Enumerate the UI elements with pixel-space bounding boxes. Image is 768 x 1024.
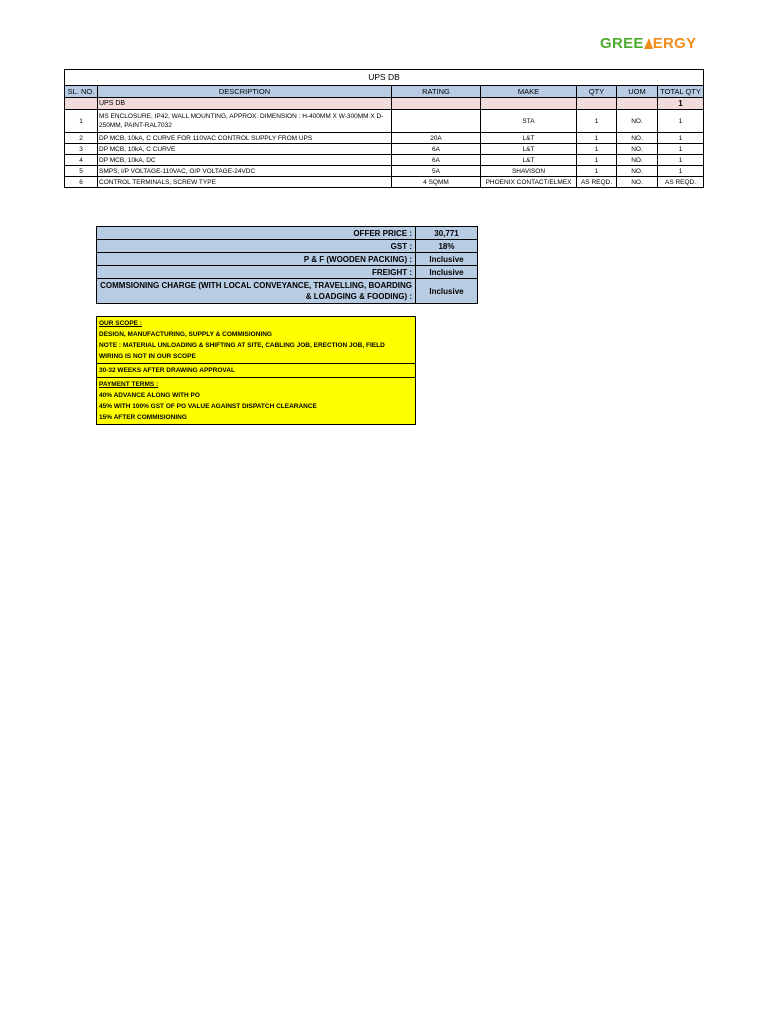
row-rating xyxy=(392,110,481,133)
row-sl: 4 xyxy=(65,155,98,166)
logo-text-part2: ERGY xyxy=(652,35,697,52)
commissioning-label-line2: & LOADGING & FOODING) : xyxy=(305,292,412,301)
row-qty: 1 xyxy=(577,133,617,144)
row-description: DP MCB, 10kA, C CURVE FOR 110VAC CONTROL SUPPLY FROM UPS xyxy=(98,133,392,144)
ups-db-table xyxy=(64,69,704,188)
section-rating-cell xyxy=(392,98,481,110)
row-sl: 5 xyxy=(65,166,98,177)
row-qty: 1 xyxy=(577,155,617,166)
freight-value: Inclusive xyxy=(416,266,478,279)
logo-text-part1: GREE xyxy=(600,35,644,52)
row-qty: 1 xyxy=(577,144,617,155)
freight-label: FREIGHT : xyxy=(97,266,416,279)
table-row xyxy=(65,177,704,188)
payment-heading: PAYMENT TERMS : xyxy=(99,381,159,388)
commissioning-value: Inclusive xyxy=(416,279,478,304)
row-sl: 3 xyxy=(65,144,98,155)
table-row xyxy=(65,110,704,133)
row-make: SHAVISON xyxy=(481,166,577,177)
row-sl: 2 xyxy=(65,133,98,144)
header-total-qty: TOTAL QTY xyxy=(658,86,704,98)
payment-term-1: 40% ADVANCE ALONG WITH PO xyxy=(99,392,200,399)
row-uom: NO. xyxy=(617,177,658,188)
row-description: DP MCB, 10kA, C CURVE xyxy=(98,144,392,155)
header-uom: UOM xyxy=(617,86,658,98)
row-sl: 6 xyxy=(65,177,98,188)
gst-label: GST : xyxy=(97,240,416,253)
offer-row xyxy=(97,253,478,266)
offer-row xyxy=(97,227,478,240)
row-uom: NO. xyxy=(617,110,658,133)
commissioning-label xyxy=(97,279,416,304)
row-rating: 4 SQMM xyxy=(392,177,481,188)
section-label: UPS DB xyxy=(98,98,392,110)
row-total-qty: 1 xyxy=(658,133,704,144)
row-total-qty: AS REQD. xyxy=(658,177,704,188)
row-rating: 6A xyxy=(392,155,481,166)
row-rating: 20A xyxy=(392,133,481,144)
offer-price-value: 30,771 xyxy=(416,227,478,240)
payment-term-2: 45% WITH 100% GST OF PO VALUE AGAINST DISPATCH CLEARANCE xyxy=(99,403,317,410)
scope-heading: OUR SCOPE : xyxy=(99,320,142,327)
row-total-qty: 1 xyxy=(658,166,704,177)
row-make: STA xyxy=(481,110,577,133)
row-sl: 1 xyxy=(65,110,98,133)
scope-note-line1: NOTE : MATERIAL UNLOADING & SHIFTING AT SITE, CABLING JOB, ERECTION JOB, FIELD xyxy=(99,342,385,349)
section-sl-cell xyxy=(65,98,98,110)
packing-label: P & F (WOODEN PACKING) : xyxy=(97,253,416,266)
row-rating: 6A xyxy=(392,144,481,155)
header-make: MAKE xyxy=(481,86,577,98)
row-description: DP MCB, 10kA, DC xyxy=(98,155,392,166)
logo-flame-icon xyxy=(644,38,653,49)
payment-term-3: 15% AFTER COMMISIONING xyxy=(99,414,187,421)
offer-row xyxy=(97,279,478,304)
offer-summary-table xyxy=(96,226,478,304)
row-rating: 5A xyxy=(392,166,481,177)
section-qty-cell xyxy=(577,98,617,110)
row-make: L&T xyxy=(481,133,577,144)
row-uom: NO. xyxy=(617,133,658,144)
gst-value: 18% xyxy=(416,240,478,253)
table-row xyxy=(65,144,704,155)
scope-note-line2: WIRING IS NOT IN OUR SCOPE xyxy=(99,353,196,360)
row-total-qty: 1 xyxy=(658,155,704,166)
row-qty: AS REQD. xyxy=(577,177,617,188)
commissioning-label-line1: COMMSIONING CHARGE (WITH LOCAL CONVEYANCE, TRAVELLING, BOARDING xyxy=(100,281,412,290)
header-qty: QTY xyxy=(577,86,617,98)
row-uom: NO. xyxy=(617,144,658,155)
row-total-qty: 1 xyxy=(658,110,704,133)
header-description: DESCRIPTION xyxy=(98,86,392,98)
row-description: SMPS, I/P VOLTAGE-110VAC, O/P VOLTAGE-24VDC xyxy=(98,166,392,177)
greenergy-logo xyxy=(600,33,696,55)
table-row xyxy=(65,155,704,166)
offer-price-label: OFFER PRICE : xyxy=(97,227,416,240)
row-description: CONTROL TERMINALS, SCREW TYPE xyxy=(98,177,392,188)
offer-row xyxy=(97,266,478,279)
delivery-text: 30-32 WEEKS AFTER DRAWING APPROVAL xyxy=(99,367,235,374)
scope-line: DESIGN, MANUFACTURING, SUPPLY & COMMISIONING xyxy=(99,331,272,338)
row-uom: NO. xyxy=(617,155,658,166)
row-make: L&T xyxy=(481,155,577,166)
delivery-block xyxy=(97,364,415,378)
row-qty: 1 xyxy=(577,166,617,177)
scope-box xyxy=(96,316,416,425)
row-make: PHOENIX CONTACT/ELMEX xyxy=(481,177,577,188)
row-description: MS ENCLOSURE, IP42, WALL MOUNTING, APPROX. DIMENSION : H-400MM X W-300MM X D-250MM, PAINT-RAL7032 xyxy=(98,110,392,133)
row-uom: NO. xyxy=(617,166,658,177)
header-rating: RATING xyxy=(392,86,481,98)
table-row xyxy=(65,133,704,144)
header-sl-no: SL. NO. xyxy=(65,86,98,98)
row-make: L&T xyxy=(481,144,577,155)
table-row xyxy=(65,166,704,177)
table-title: UPS DB xyxy=(65,70,704,86)
offer-row xyxy=(97,240,478,253)
payment-block xyxy=(97,378,415,424)
packing-value: Inclusive xyxy=(416,253,478,266)
section-uom-cell xyxy=(617,98,658,110)
section-total-qty: 1 xyxy=(658,98,704,110)
row-qty: 1 xyxy=(577,110,617,133)
section-make-cell xyxy=(481,98,577,110)
row-total-qty: 1 xyxy=(658,144,704,155)
scope-block xyxy=(97,317,415,364)
